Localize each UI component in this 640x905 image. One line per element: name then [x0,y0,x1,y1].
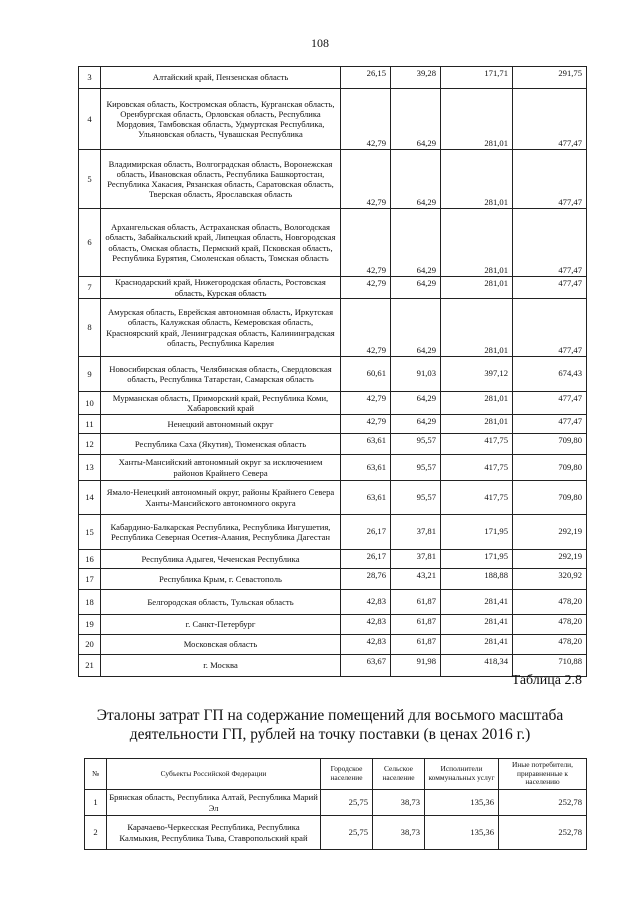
row-number: 13 [79,455,101,481]
subject-cell: Московская область [101,635,341,655]
header-utility: Исполнители коммунальных услуг [425,759,499,790]
table-row [79,299,587,357]
value-cell: 26,17 [341,515,391,550]
value-cell: 281,41 [441,635,513,655]
header-other: Иные потребители, приравненные к населению [499,759,587,790]
table-row [79,415,587,434]
value-cell: 477,47 [513,89,587,150]
value-cell: 478,20 [513,635,587,655]
value-cell: 417,75 [441,481,513,515]
value-cell: 281,01 [441,150,513,209]
row-number: 12 [79,434,101,455]
subject-cell: Ямало-Ненецкий автономный округ, районы Крайнего Севера Ханты-Мансийского автономного округа [101,481,341,515]
value-cell: 63,67 [341,655,391,677]
value-cell: 43,21 [391,569,441,590]
value-cell: 292,19 [513,515,587,550]
value-cell: 397,12 [441,357,513,392]
table-row [79,67,587,89]
value-cell: 171,95 [441,550,513,569]
value-cell: 64,29 [391,299,441,357]
tariff-table-continued [78,66,587,677]
value-cell: 42,83 [341,590,391,615]
value-cell: 91,98 [391,655,441,677]
tariff-table-body [79,67,587,677]
subject-cell: Республика Крым, г. Севастополь [101,569,341,590]
row-number: 7 [79,277,101,299]
value-cell: 64,29 [391,89,441,150]
value-cell: 38,73 [373,816,425,850]
value-cell: 710,88 [513,655,587,677]
value-cell: 477,47 [513,209,587,277]
value-cell: 477,47 [513,299,587,357]
subject-cell: Кировская область, Костромская область, Курганская область, Оренбургская область, Орловская область, Республика Мордовия, Тамбовская область, Удмуртская Республика, Ульяновская область, Чувашская Республика [101,89,341,150]
value-cell: 171,95 [441,515,513,550]
row-number: 10 [79,392,101,415]
value-cell: 95,57 [391,434,441,455]
table-row [79,357,587,392]
value-cell: 91,03 [391,357,441,392]
row-number: 21 [79,655,101,677]
value-cell: 63,61 [341,434,391,455]
table-row [79,89,587,150]
row-number: 8 [79,299,101,357]
table-header-row [85,759,587,790]
value-cell: 64,29 [391,277,441,299]
row-number: 14 [79,481,101,515]
header-subject: Субъекты Российской Федерации [107,759,321,790]
value-cell: 135,36 [425,790,499,816]
value-cell: 281,01 [441,277,513,299]
subject-cell: Ханты-Мансийский автономный округ за исключением районов Крайнего Севера [101,455,341,481]
row-number: 3 [79,67,101,89]
value-cell: 63,61 [341,481,391,515]
value-cell: 64,29 [391,150,441,209]
value-cell: 477,47 [513,150,587,209]
value-cell: 477,47 [513,277,587,299]
value-cell: 477,47 [513,415,587,434]
value-cell: 709,80 [513,455,587,481]
value-cell: 25,75 [321,816,373,850]
row-number: 9 [79,357,101,392]
table-row [79,150,587,209]
row-number: 6 [79,209,101,277]
value-cell: 478,20 [513,590,587,615]
value-cell: 320,92 [513,569,587,590]
row-number: 15 [79,515,101,550]
header-num: № [85,759,107,790]
subject-cell: Новосибирская область, Челябинская область, Свердловская область, Республика Татарстан, Самарская область [101,357,341,392]
header-urban: Городское население [321,759,373,790]
value-cell: 64,29 [391,392,441,415]
value-cell: 171,71 [441,67,513,89]
table-row [79,277,587,299]
value-cell: 38,73 [373,790,425,816]
value-cell: 281,01 [441,209,513,277]
table-row [79,455,587,481]
value-cell: 60,61 [341,357,391,392]
value-cell: 188,88 [441,569,513,590]
table-row [79,655,587,677]
subject-cell: Мурманская область, Приморский край, Республика Коми, Хабаровский край [101,392,341,415]
subject-cell: г. Санкт-Петербург [101,615,341,635]
subject-cell: г. Москва [101,655,341,677]
page-number: 108 [311,36,329,50]
row-number: 20 [79,635,101,655]
table-label: Таблица 2.8 [511,673,582,688]
row-number: 4 [79,89,101,150]
value-cell: 42,79 [341,415,391,434]
table-row [79,590,587,615]
value-cell: 252,78 [499,816,587,850]
row-number: 19 [79,615,101,635]
value-cell: 252,78 [499,790,587,816]
value-cell: 64,29 [391,415,441,434]
row-number: 16 [79,550,101,569]
subject-cell: Карачаево-Черкесская Республика, Республика Калмыкия, Республика Тыва, Ставропольский край [107,816,321,850]
table-row [79,515,587,550]
table-row [79,635,587,655]
value-cell: 42,83 [341,635,391,655]
value-cell: 135,36 [425,816,499,850]
tariff-table-2-8 [84,758,587,850]
table-row [79,481,587,515]
section-title: Эталоны затрат ГП на содержание помещений для восьмого масштаба деятельности ГП, рублей на точку поставки (в ценах 2016 г.) [96,707,564,743]
table-row [85,790,587,816]
value-cell: 42,83 [341,615,391,635]
value-cell: 42,79 [341,209,391,277]
value-cell: 26,17 [341,550,391,569]
value-cell: 281,41 [441,615,513,635]
value-cell: 26,15 [341,67,391,89]
value-cell: 37,81 [391,515,441,550]
value-cell: 291,75 [513,67,587,89]
row-number: 1 [85,790,107,816]
table-row [79,550,587,569]
value-cell: 42,79 [341,277,391,299]
value-cell: 417,75 [441,434,513,455]
value-cell: 281,01 [441,299,513,357]
value-cell: 63,61 [341,455,391,481]
table-row [79,615,587,635]
subject-cell: Краснодарский край, Нижегородская область, Ростовская область, Курская область [101,277,341,299]
value-cell: 39,28 [391,67,441,89]
row-number: 2 [85,816,107,850]
value-cell: 28,76 [341,569,391,590]
value-cell: 281,01 [441,392,513,415]
value-cell: 42,79 [341,150,391,209]
table-row [79,392,587,415]
tariff-table-2-body [85,790,587,850]
value-cell: 292,19 [513,550,587,569]
table-row [79,569,587,590]
subject-cell: Брянская область, Республика Алтай, Республика Марий Эл [107,790,321,816]
value-cell: 64,29 [391,209,441,277]
value-cell: 95,57 [391,481,441,515]
value-cell: 42,79 [341,392,391,415]
subject-cell: Ненецкий автономный округ [101,415,341,434]
value-cell: 95,57 [391,455,441,481]
value-cell: 281,41 [441,590,513,615]
subject-cell: Амурская область, Еврейская автономная область, Иркутская область, Калужская область, Кемеровская область, Красноярский край, Ленинградская область, Калининградская область, Республика Карелия [101,299,341,357]
subject-cell: Белгородская область, Тульская область [101,590,341,615]
row-number: 5 [79,150,101,209]
value-cell: 477,47 [513,392,587,415]
value-cell: 418,34 [441,655,513,677]
value-cell: 709,80 [513,481,587,515]
value-cell: 37,81 [391,550,441,569]
value-cell: 281,01 [441,415,513,434]
value-cell: 25,75 [321,790,373,816]
header-rural: Сельское население [373,759,425,790]
table-row [79,209,587,277]
value-cell: 417,75 [441,455,513,481]
value-cell: 42,79 [341,89,391,150]
row-number: 18 [79,590,101,615]
table-row [79,434,587,455]
value-cell: 674,43 [513,357,587,392]
subject-cell: Архангельская область, Астраханская область, Вологодская область, Забайкальский край, Липецкая область, Новгородская область, Омская область, Пермский край, Псковская область, Республика Бурятия, Смоленская область, Томская область [101,209,341,277]
value-cell: 61,87 [391,615,441,635]
table-row [85,816,587,850]
subject-cell: Республика Саха (Якутия), Тюменская область [101,434,341,455]
value-cell: 709,80 [513,434,587,455]
value-cell: 61,87 [391,635,441,655]
subject-cell: Владимирская область, Волгоградская область, Воронежская область, Ивановская область, Республика Башкортостан, Республика Хакасия, Рязанская область, Саратовская область, Тверская область, Ярославская область [101,150,341,209]
value-cell: 42,79 [341,299,391,357]
subject-cell: Кабардино-Балкарская Республика, Республика Ингушетия, Республика Северная Осетия-Алания, Республика Дагестан [101,515,341,550]
row-number: 17 [79,569,101,590]
value-cell: 61,87 [391,590,441,615]
subject-cell: Алтайский край, Пензенская область [101,67,341,89]
value-cell: 478,20 [513,615,587,635]
value-cell: 281,01 [441,89,513,150]
row-number: 11 [79,415,101,434]
subject-cell: Республика Адыгея, Чеченская Республика [101,550,341,569]
